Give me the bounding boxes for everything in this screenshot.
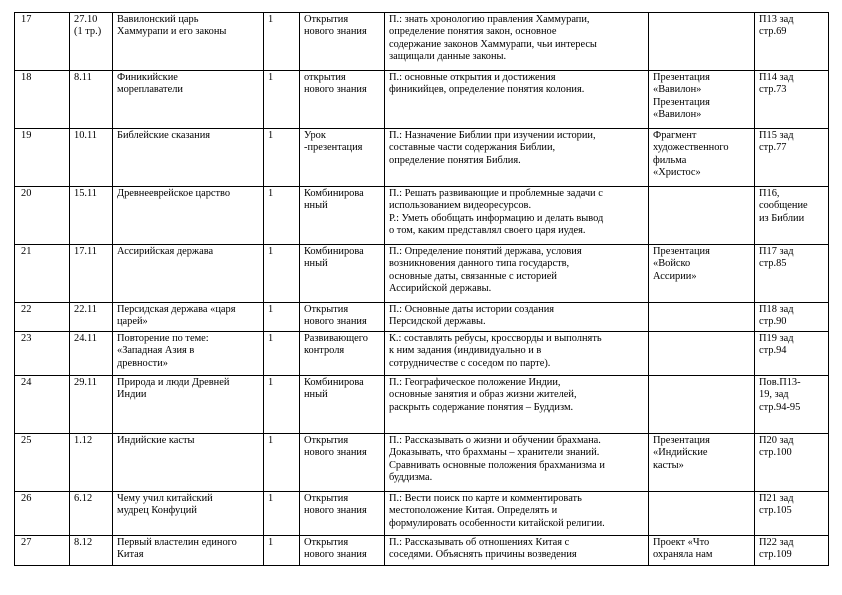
lesson-homework-line: Пов.П13- xyxy=(759,377,801,388)
lesson-resources-cell xyxy=(649,376,755,434)
lesson-topic-line: Чему учил китайский xyxy=(117,493,213,504)
lesson-number-cell: 18 xyxy=(15,71,70,129)
lesson-goals-line: составные части содержания Библии, xyxy=(389,142,556,154)
lesson-hours-cell: 1 xyxy=(264,536,300,566)
lesson-resources-cell xyxy=(649,332,755,376)
lesson-hours-cell: 1 xyxy=(264,187,300,245)
lesson-resources-line: Презентация xyxy=(653,435,710,446)
lesson-hours-cell: 1 xyxy=(264,434,300,492)
lesson-homework-line: П17 зад xyxy=(759,246,794,257)
lesson-type-line: Открытия xyxy=(304,14,349,25)
lesson-topic-line: Повторение по теме: xyxy=(117,333,209,344)
lesson-goals-cell xyxy=(385,71,649,129)
lesson-topic-line: Индийские касты xyxy=(117,435,195,446)
lesson-homework-line: стр.94 xyxy=(759,345,787,357)
table-body xyxy=(15,13,829,566)
table-row xyxy=(15,13,829,71)
lesson-type-cell xyxy=(300,434,385,492)
lesson-topic-line: Первый властелин единого xyxy=(117,537,237,548)
lesson-hours-cell: 1 xyxy=(264,376,300,434)
lesson-topic-line: древности» xyxy=(117,357,168,369)
lesson-homework-line: стр.73 xyxy=(759,84,787,96)
lesson-resources-line: Проект «Что xyxy=(653,537,710,548)
lesson-type-line: Урок xyxy=(304,130,326,141)
lesson-topic-cell xyxy=(113,332,264,376)
lesson-type-line: Открытия xyxy=(304,435,349,446)
lesson-goals-line: соседями. Объяснять причины возведения xyxy=(389,549,577,561)
lesson-type-line: нового знания xyxy=(304,549,367,561)
table-row xyxy=(15,303,829,332)
lesson-number-cell: 27 xyxy=(15,536,70,566)
lesson-type-line: Развивающего xyxy=(304,333,368,344)
lesson-type-line: Комбинирова xyxy=(304,377,364,388)
lesson-type-cell xyxy=(300,129,385,187)
lesson-goals-line: П.: Определение понятий держава, условия xyxy=(389,246,582,257)
lesson-goals-line: Р.: Уметь обобщать информацию и делать вывод xyxy=(389,212,604,224)
table-row xyxy=(15,245,829,303)
lesson-type-line: открытия xyxy=(304,72,346,83)
lesson-goals-cell xyxy=(385,13,649,71)
lesson-resources-line: «Войско xyxy=(653,258,691,270)
lesson-goals-line: буддизма. xyxy=(389,472,433,484)
lesson-goals-line: П.: Рассказывать об отношениях Китая с xyxy=(389,537,570,548)
lesson-goals-line: Ассирийской державы. xyxy=(389,283,492,295)
lesson-date-cell xyxy=(70,332,113,376)
lesson-type-line: нный xyxy=(304,258,328,270)
lesson-type-line: Открытия xyxy=(304,304,349,315)
lesson-topic-cell xyxy=(113,303,264,332)
lesson-number-cell: 22 xyxy=(15,303,70,332)
lesson-type-line: Открытия xyxy=(304,537,349,548)
lesson-hours-cell: 1 xyxy=(264,303,300,332)
lesson-topic-line: Природа и люди Древней xyxy=(117,377,230,388)
lesson-homework-cell xyxy=(755,434,829,492)
lesson-resources-cell xyxy=(649,303,755,332)
lesson-topic-cell xyxy=(113,536,264,566)
lesson-goals-line: определение понятия закон, основное xyxy=(389,26,557,38)
lesson-resources-cell xyxy=(649,13,755,71)
lesson-type-line: контроля xyxy=(304,345,345,357)
lesson-topic-cell xyxy=(113,71,264,129)
lesson-topic-cell xyxy=(113,13,264,71)
lesson-topic-cell xyxy=(113,129,264,187)
lesson-goals-line: П.: основные открытия и достижения xyxy=(389,72,556,83)
lesson-date-cell xyxy=(70,303,113,332)
lesson-goals-line: финикийцев, определение понятия колония. xyxy=(389,84,585,96)
lesson-homework-line: П15 зад xyxy=(759,130,794,141)
lesson-homework-line: сообщение xyxy=(759,200,808,212)
lesson-type-cell xyxy=(300,376,385,434)
lesson-hours-cell: 1 xyxy=(264,332,300,376)
lesson-topic-line: Индии xyxy=(117,389,147,401)
lesson-resources-line: художественного xyxy=(653,142,729,154)
lesson-homework-line: П16, xyxy=(759,188,780,199)
lesson-resources-line: «Христос» xyxy=(653,167,701,179)
table-row xyxy=(15,536,829,566)
lesson-type-line: Комбинирова xyxy=(304,188,364,199)
lesson-homework-cell xyxy=(755,245,829,303)
lesson-resources-cell xyxy=(649,245,755,303)
lesson-homework-line: П21 зад xyxy=(759,493,794,504)
lesson-date-cell xyxy=(70,71,113,129)
lesson-type-line: Комбинирова xyxy=(304,246,364,257)
lesson-resources-cell xyxy=(649,492,755,536)
lesson-goals-cell xyxy=(385,434,649,492)
lesson-homework-cell xyxy=(755,376,829,434)
lesson-number-cell: 21 xyxy=(15,245,70,303)
lesson-topic-line: Хаммурапи и его законы xyxy=(117,26,227,38)
lesson-homework-line: стр.85 xyxy=(759,258,787,270)
lesson-goals-line: Сравнивать основные положения брахманизма и xyxy=(389,459,605,471)
lesson-resources-cell xyxy=(649,434,755,492)
lesson-homework-line: стр.100 xyxy=(759,447,792,459)
lesson-topic-line: Вавилонский царь xyxy=(117,14,199,25)
lesson-type-cell xyxy=(300,13,385,71)
lesson-resources-line: Фрагмент xyxy=(653,130,697,141)
lesson-topic-line: Древнееврейское царство xyxy=(117,188,231,199)
lesson-resources-cell xyxy=(649,536,755,566)
lesson-type-line: нового знания xyxy=(304,26,367,38)
lesson-goals-cell xyxy=(385,492,649,536)
lesson-resources-cell xyxy=(649,187,755,245)
lesson-goals-line: сотрудничестве с соседом по парте). xyxy=(389,357,551,369)
table-row xyxy=(15,187,829,245)
lesson-goals-line: раскрыть содержание понятия – Буддизм. xyxy=(389,401,574,413)
table-row xyxy=(15,71,829,129)
lesson-goals-line: П.: Основные даты истории создания xyxy=(389,304,555,315)
lesson-topic-line: царей» xyxy=(117,316,148,328)
lesson-goals-line: защищали данные законы. xyxy=(389,51,507,63)
lesson-plan-table xyxy=(14,12,829,566)
lesson-resources-line: Презентация xyxy=(653,72,710,83)
lesson-type-cell xyxy=(300,536,385,566)
lesson-topic-line: Персидская держава «царя xyxy=(117,304,236,315)
lesson-number-cell: 20 xyxy=(15,187,70,245)
lesson-date-cell xyxy=(70,129,113,187)
lesson-homework-cell xyxy=(755,187,829,245)
lesson-number-cell: 19 xyxy=(15,129,70,187)
lesson-hours-cell: 1 xyxy=(264,492,300,536)
lesson-topic-line: Финикийские xyxy=(117,72,178,83)
lesson-date-line: 6.12 xyxy=(74,493,93,504)
table-row xyxy=(15,492,829,536)
lesson-resources-line: Презентация xyxy=(653,246,710,257)
lesson-hours-cell: 1 xyxy=(264,129,300,187)
lesson-homework-line: П13 зад xyxy=(759,14,794,25)
lesson-homework-line: стр.94-95 xyxy=(759,401,801,413)
lesson-date-line: 15.11 xyxy=(74,188,97,199)
lesson-type-line: нового знания xyxy=(304,316,367,328)
lesson-homework-line: стр.105 xyxy=(759,505,792,517)
lesson-date-line: 22.11 xyxy=(74,304,97,315)
lesson-goals-cell xyxy=(385,245,649,303)
lesson-date-cell xyxy=(70,13,113,71)
lesson-homework-cell xyxy=(755,332,829,376)
lesson-date-cell xyxy=(70,492,113,536)
lesson-date-cell xyxy=(70,187,113,245)
lesson-goals-cell xyxy=(385,332,649,376)
lesson-homework-line: стр.77 xyxy=(759,142,787,154)
lesson-topic-cell xyxy=(113,245,264,303)
lesson-topic-cell xyxy=(113,187,264,245)
lesson-type-line: нового знания xyxy=(304,447,367,459)
lesson-goals-line: основные даты, связанные с историей xyxy=(389,270,557,282)
lesson-type-cell xyxy=(300,332,385,376)
lesson-homework-line: 19, зад xyxy=(759,389,789,401)
lesson-goals-line: о том, каким представлял своего царя иудея. xyxy=(389,225,586,237)
lesson-goals-cell xyxy=(385,536,649,566)
lesson-homework-line: из Библии xyxy=(759,212,805,224)
lesson-type-cell xyxy=(300,187,385,245)
lesson-goals-line: определение понятия Библия. xyxy=(389,154,521,166)
lesson-hours-cell: 1 xyxy=(264,13,300,71)
lesson-goals-line: формулировать особенности китайской религии. xyxy=(389,517,605,529)
lesson-topic-cell xyxy=(113,434,264,492)
lesson-goals-line: использованием видеоресурсов. xyxy=(389,200,532,212)
lesson-date-line: 29.11 xyxy=(74,377,97,388)
lesson-topic-line: мудрец Конфуций xyxy=(117,505,197,517)
lesson-date-line: 10.11 xyxy=(74,130,97,141)
lesson-date-line: (1 тр.) xyxy=(74,26,102,38)
lesson-type-cell xyxy=(300,245,385,303)
lesson-homework-cell xyxy=(755,13,829,71)
lesson-topic-line: мореплаватели xyxy=(117,84,183,96)
lesson-goals-cell xyxy=(385,376,649,434)
lesson-resources-line: Презентация xyxy=(653,96,710,108)
lesson-topic-line: Библейские сказания xyxy=(117,130,211,141)
lesson-type-cell xyxy=(300,303,385,332)
lesson-type-line: нный xyxy=(304,389,328,401)
lesson-date-cell xyxy=(70,536,113,566)
lesson-hours-cell: 1 xyxy=(264,71,300,129)
table-row xyxy=(15,376,829,434)
table-row xyxy=(15,434,829,492)
lesson-hours-cell: 1 xyxy=(264,245,300,303)
lesson-homework-cell xyxy=(755,536,829,566)
lesson-topic-cell xyxy=(113,492,264,536)
table-row xyxy=(15,332,829,376)
lesson-resources-line: Ассирии» xyxy=(653,270,697,282)
lesson-date-cell xyxy=(70,434,113,492)
lesson-homework-line: П20 зад xyxy=(759,435,794,446)
lesson-resources-line: «Индийские xyxy=(653,447,708,459)
lesson-homework-line: стр.90 xyxy=(759,316,787,328)
lesson-date-line: 1.12 xyxy=(74,435,93,446)
lesson-topic-line: «Западная Азия в xyxy=(117,345,195,357)
lesson-homework-line: П22 зад xyxy=(759,537,794,548)
lesson-type-line: нового знания xyxy=(304,84,367,96)
lesson-goals-cell xyxy=(385,129,649,187)
lesson-goals-cell xyxy=(385,187,649,245)
lesson-goals-line: П.: Вести поиск по карте и комментировать xyxy=(389,493,582,504)
lesson-resources-line: «Вавилон» xyxy=(653,84,702,96)
lesson-homework-line: П19 зад xyxy=(759,333,794,344)
lesson-topic-line: Ассирийская держава xyxy=(117,246,214,257)
lesson-type-line: -презентация xyxy=(304,142,363,154)
lesson-date-line: 17.11 xyxy=(74,246,97,257)
lesson-type-cell xyxy=(300,492,385,536)
lesson-number-cell: 25 xyxy=(15,434,70,492)
lesson-goals-cell xyxy=(385,303,649,332)
lesson-type-line: Открытия xyxy=(304,493,349,504)
lesson-goals-line: Персидской державы. xyxy=(389,316,486,328)
lesson-topic-cell xyxy=(113,376,264,434)
lesson-goals-line: содержание законов Хаммурапи, чьи интересы xyxy=(389,38,597,50)
lesson-date-cell xyxy=(70,376,113,434)
lesson-resources-line: «Вавилон» xyxy=(653,109,702,121)
lesson-date-line: 8.11 xyxy=(74,72,92,83)
lesson-date-cell xyxy=(70,245,113,303)
lesson-date-line: 8.12 xyxy=(74,537,93,548)
lesson-homework-line: П18 зад xyxy=(759,304,794,315)
lesson-type-line: нный xyxy=(304,200,328,212)
lesson-homework-line: П14 зад xyxy=(759,72,794,83)
lesson-goals-line: П.: Географическое положение Индии, xyxy=(389,377,561,388)
lesson-goals-line: П.: Решать развивающие и проблемные задачи с xyxy=(389,188,603,199)
lesson-goals-line: основные занятия и образ жизни жителей, xyxy=(389,389,577,401)
lesson-resources-cell xyxy=(649,71,755,129)
lesson-goals-line: к ним задания (индивидуально и в xyxy=(389,345,542,357)
lesson-resources-line: касты» xyxy=(653,459,684,471)
lesson-number-cell: 26 xyxy=(15,492,70,536)
lesson-goals-line: П.: Назначение Библии при изучении истории, xyxy=(389,130,596,141)
table-row xyxy=(15,129,829,187)
lesson-homework-cell xyxy=(755,303,829,332)
lesson-goals-line: местоположение Китая. Определять и xyxy=(389,505,558,517)
lesson-date-line: 24.11 xyxy=(74,333,97,344)
lesson-homework-line: стр.69 xyxy=(759,26,787,38)
lesson-goals-line: П.: знать хронологию правления Хаммурапи, xyxy=(389,14,590,25)
lesson-goals-line: К.: составлять ребусы, кроссворды и выполнять xyxy=(389,333,602,344)
lesson-number-cell: 24 xyxy=(15,376,70,434)
lesson-resources-line: охраняла нам xyxy=(653,549,713,561)
lesson-number-cell: 23 xyxy=(15,332,70,376)
lesson-homework-cell xyxy=(755,492,829,536)
lesson-topic-line: Китая xyxy=(117,549,144,561)
lesson-type-cell xyxy=(300,71,385,129)
lesson-homework-line: стр.109 xyxy=(759,549,792,561)
lesson-homework-cell xyxy=(755,129,829,187)
lesson-goals-line: возникновения данного типа государств, xyxy=(389,258,570,270)
lesson-date-line: 27.10 xyxy=(74,14,98,25)
lesson-type-line: нового знания xyxy=(304,505,367,517)
lesson-number-cell: 17 xyxy=(15,13,70,71)
lesson-resources-cell xyxy=(649,129,755,187)
lesson-resources-line: фильма xyxy=(653,154,687,166)
lesson-goals-line: П.: Рассказывать о жизни и обучении брахмана. xyxy=(389,435,601,446)
lesson-homework-cell xyxy=(755,71,829,129)
lesson-goals-line: Доказывать, что брахманы – хранители знаний. xyxy=(389,447,600,459)
